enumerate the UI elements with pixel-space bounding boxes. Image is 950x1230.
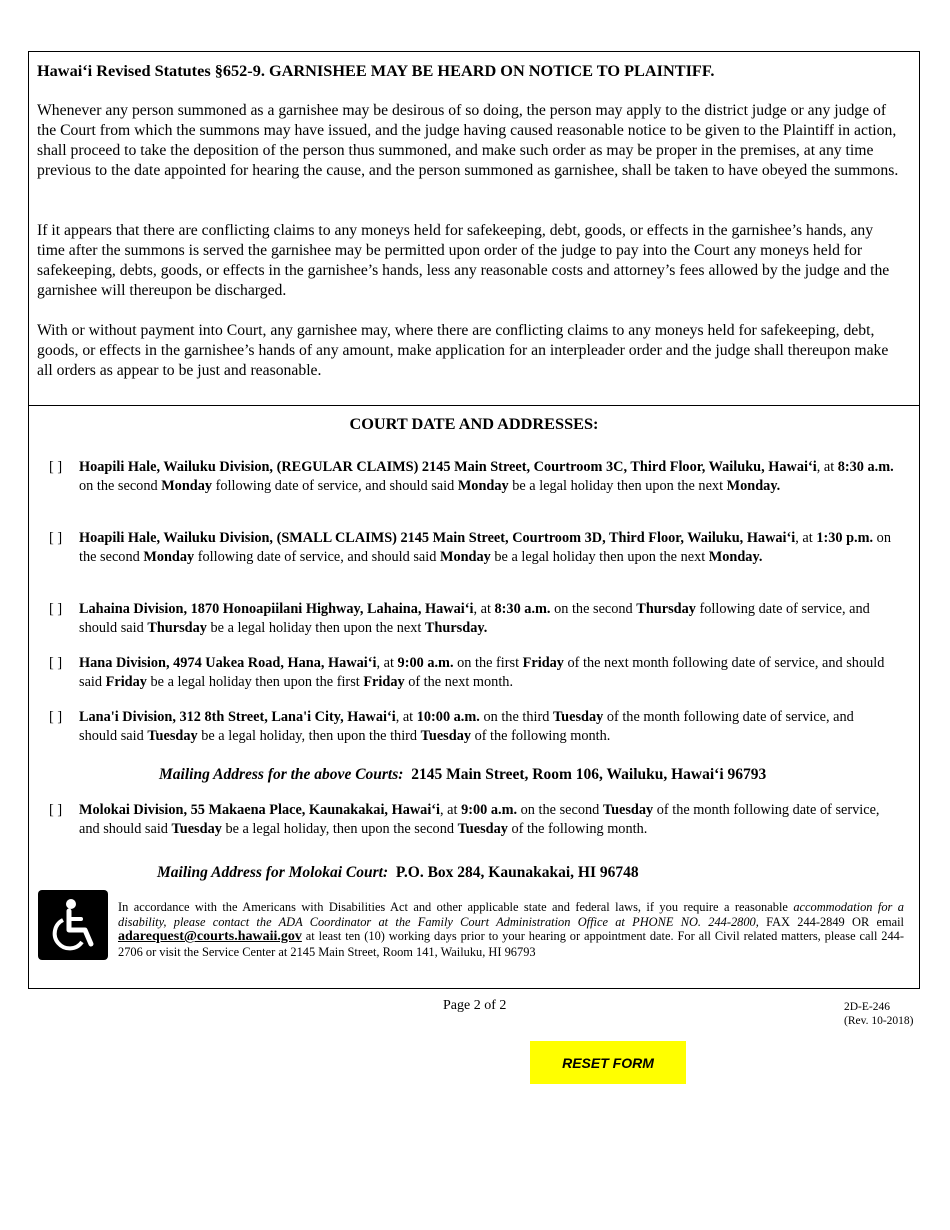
- court-entry-small-claims: [ ] Hoapili Hale, Wailuku Division, (SMALL CLAIMS) 2145 Main Street, Courtroom 3D, Third Floor, Wailuku, Hawai‘i, at 1:30 p.m. on the second Monday following date of service, and should said Monday be a legal holiday then upon the next Monday.: [49, 530, 891, 565]
- statute-title: Hawai‘i Revised Statutes §652-9. GARNISHEE MAY BE HEARD ON NOTICE TO PLAINTIFF.: [37, 61, 715, 80]
- form-number: 2D-E-246: [844, 1001, 890, 1013]
- court-entry-regular-claims: [ ] Hoapili Hale, Wailuku Division, (REGULAR CLAIMS) 2145 Main Street, Courtroom 3C, Third Floor, Wailuku, Hawai‘i, at 8:30 a.m. on the second Monday following date of service, and should said Monday be a legal holiday then upon the next Monday.: [49, 459, 894, 494]
- statute-paragraph-1: Whenever any person summoned as a garnishee may be desirous of so doing, the person may apply to the district judge or any judge of the Court from which the summons may have issued, and the judge having caused reasonable notice to be given to the Plaintiff in action, shall proceed to take the deposition of the person thus summoned, and make such order as may be proper in the premises, at any time previous to the date appointed for hearing the cause, and the person summoned as garnishee, shall be taken to have obeyed the summons.: [37, 102, 899, 179]
- checkbox[interactable]: [ ]: [49, 459, 63, 475]
- form-revision: (Rev. 10-2018): [844, 1015, 914, 1027]
- mailing-address-maui: Mailing Address for the above Courts: 2145 Main Street, Room 106, Wailuku, Hawai‘i 96793: [159, 766, 767, 783]
- court-entry-lanai: [ ] Lana'i Division, 312 8th Street, Lana'i City, Hawai‘i, at 10:00 a.m. on the third Tuesday of the month following date of service, and should said Tuesday be a legal holiday, then upon the third Tuesday of the following month.: [49, 709, 854, 744]
- wheelchair-icon: [38, 890, 108, 960]
- ada-email-link[interactable]: adarequest@courts.hawaii.gov: [118, 929, 302, 945]
- court-entry-lahaina: [ ] Lahaina Division, 1870 Honoapiilani Highway, Lahaina, Hawai‘i, at 8:30 a.m. on the second Thursday following date of service, and should said Thursday be a legal holiday then upon the next Thursday.: [49, 601, 870, 636]
- page-number: Page 2 of 2: [443, 998, 507, 1013]
- reset-form-button[interactable]: RESET FORM: [530, 1041, 686, 1084]
- court-heading: COURT DATE AND ADDRESSES:: [349, 414, 599, 433]
- form-id: [844, 1000, 914, 1028]
- mailing-address-molokai: Mailing Address for Molokai Court: P.O. Box 284, Kaunakakai, HI 96748: [157, 864, 639, 881]
- ada-notice: In accordance with the Americans with Disabilities Act and other applicable state and federal laws, if you require a reasonable accommodation for a disability, please contact the ADA Coordinator at the Family Court Administration Office at PHONE NO. 244-2800, FAX 244-2849 OR email adarequest@courts.hawaii.gov at least ten (10) working days prior to your hearing or appointment date. For all Civil related matters, please call 244-2706 or visit the Service Center at 2145 Main Street, Room 141, Wailuku, HI 96793: [118, 900, 904, 959]
- checkbox[interactable]: [ ]: [49, 802, 63, 818]
- document-frame: [28, 51, 920, 989]
- court-entry-molokai: [ ] Molokai Division, 55 Makaena Place, Kaunakakai, Hawai‘i, at 9:00 a.m. on the second Tuesday of the month following date of service, and should said Tuesday be a legal holiday, then upon the second Tuesday of the following month.: [49, 802, 880, 837]
- checkbox[interactable]: [ ]: [49, 709, 63, 725]
- section-divider: [29, 405, 919, 406]
- checkbox[interactable]: [ ]: [49, 655, 63, 671]
- court-entry-hana: [ ] Hana Division, 4974 Uakea Road, Hana, Hawai‘i, at 9:00 a.m. on the first Friday of the next month following date of service, and should said Friday be a legal holiday then upon the first Friday of the next month.: [49, 655, 885, 690]
- statute-paragraph-2: If it appears that there are conflicting claims to any moneys held for safekeeping, debt, goods, or effects in the garnishee’s hands, any time after the summons is served the garnishee may be permitted upon order of the judge to pay into the Court any moneys held for safekeeping, debts, goods, or effects in the garnishee’s hands, less any reasonable costs and attorney’s fees allowed by the judge and the garnishee will thereupon be discharged.: [37, 222, 890, 299]
- checkbox[interactable]: [ ]: [49, 530, 63, 546]
- checkbox[interactable]: [ ]: [49, 601, 63, 617]
- statute-paragraph-3: With or without payment into Court, any garnishee may, where there are conflicting claims to any moneys held for safekeeping, debt, goods, or effects in the garnishee’s hands of any amount, make application for an interpleader order and the judge shall thereupon make all orders as appear to be just and reasonable.: [37, 322, 889, 379]
